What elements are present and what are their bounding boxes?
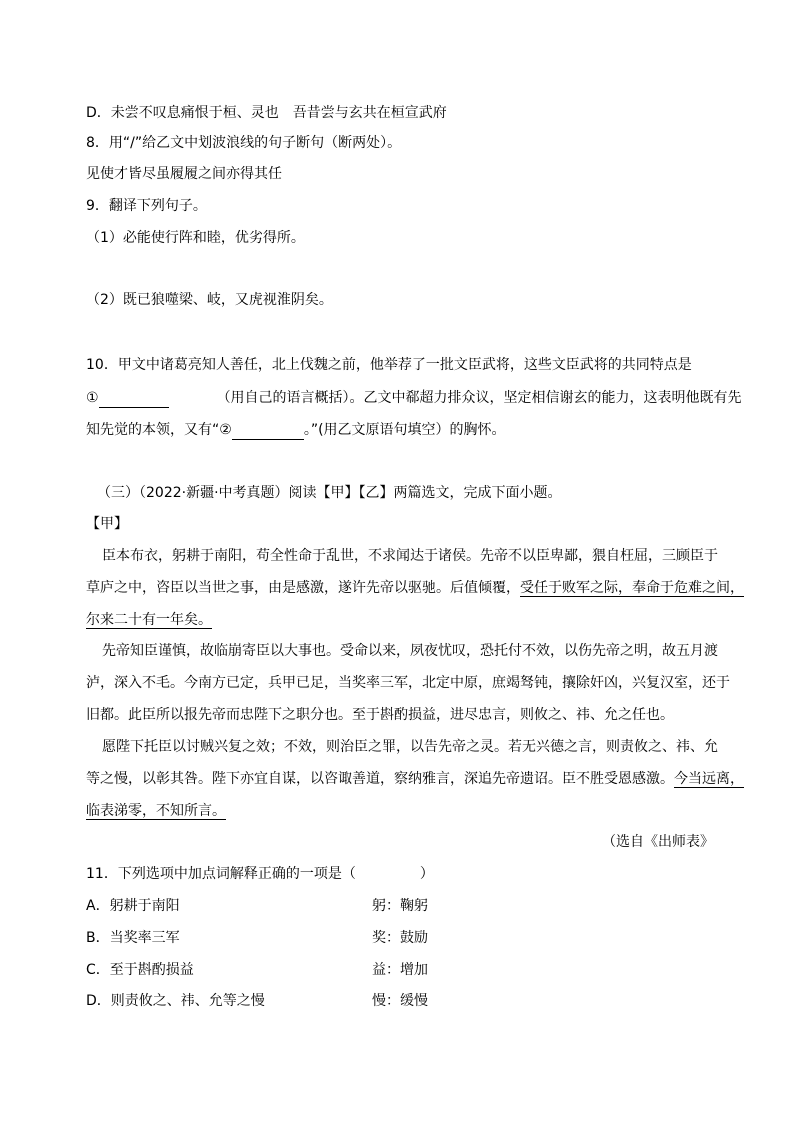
option-gloss: 慢：缓慢 bbox=[372, 993, 428, 1009]
p3-line-2-text: 等之慢，以彰其咎。陛下亦宜自谋，以咨诹善道，察纳雅言，深追先帝遗诏。臣不胜受恩感激。 bbox=[86, 771, 674, 787]
option-gloss: 益：增加 bbox=[372, 962, 428, 978]
q10-mark-1: ① bbox=[86, 390, 99, 406]
q11-prompt: 11．下列选项中加点词解释正确的一项是（ bbox=[86, 866, 356, 882]
q10-mark-2: ② bbox=[219, 422, 232, 438]
option-text: A．躬耕于南阳 bbox=[86, 898, 180, 914]
p3-line-1: 愿陛下托臣以讨贼兴复之效；不效，则治臣之罪，以告先帝之灵。若无兴德之言，则责攸之、祎、允 bbox=[102, 739, 718, 755]
p3-underlined-sentence: 今当远离， bbox=[674, 771, 744, 787]
p2-line-2: 泸，深入不毛。今南方已定，兵甲已足，当奖率三军，北定中原，庶竭驽钝，攘除奸凶，兴复汉室，还于 bbox=[86, 675, 730, 691]
p1-line-3 bbox=[86, 610, 212, 630]
q8-sentence: 见使才皆尽虽履履之间亦得其任 bbox=[86, 166, 282, 182]
option-text: B．当奖率三军 bbox=[86, 930, 180, 946]
p1-underlined-end: 尔来二十有一年矣。 bbox=[86, 612, 212, 628]
q10-blank-2[interactable] bbox=[232, 424, 304, 440]
q10-line-3 bbox=[86, 420, 506, 440]
q11-option-a[interactable] bbox=[86, 896, 686, 916]
source-citation: （选自《出师表》 bbox=[602, 834, 714, 850]
option-text: D．则责攸之、祎、允等之慢 bbox=[86, 993, 265, 1009]
q8-prompt: 8．用“/”给乙文中划波浪线的句子断句（断两处）。 bbox=[86, 135, 402, 151]
p2-line-3: 旧都。此臣所以报先帝而忠陛下之职分也。至于斟酌损益，进尽忠言，则攸之、祎、允之任也。 bbox=[86, 707, 674, 723]
p3-underlined-end: 临表涕零，不知所言。 bbox=[86, 803, 226, 819]
p3-line-3 bbox=[86, 801, 226, 821]
p3-line-2 bbox=[86, 769, 744, 789]
option-gloss: 躬：鞠躬 bbox=[372, 898, 428, 914]
p1-line-1: 臣本布衣，躬耕于南阳，苟全性命于乱世，不求闻达于诸侯。先帝不以臣卑鄙，猥自枉屈，三顾臣于 bbox=[102, 548, 718, 564]
option-text: C．至于斟酌损益 bbox=[86, 962, 194, 978]
q9-sentence-1: （1）必能使行阵和睦，优劣得所。 bbox=[86, 230, 305, 246]
q10-blank-1[interactable] bbox=[99, 392, 169, 408]
jia-label: 【甲】 bbox=[86, 516, 128, 532]
q10-line-1: 10．甲文中诸葛亮知人善任，北上伐魏之前，他举荐了一批文臣武将，这些文臣武将的共同特点是 bbox=[86, 357, 692, 373]
q10-pre-2: 知先觉的本领，又有“ bbox=[86, 422, 220, 438]
q11-option-c[interactable] bbox=[86, 960, 686, 980]
p1-line-2-text: 草庐之中，咨臣以当世之事，由是感激，遂许先帝以驱驰。后值倾覆， bbox=[86, 580, 520, 596]
p2-line-1: 先帝知臣谨慎，故临崩寄臣以大事也。受命以来，夙夜忧叹，恐托付不效，以伤先帝之明，故五月渡 bbox=[102, 643, 718, 659]
q10-post-2: 。”(用乙文原语句填空）的胸怀。 bbox=[303, 422, 506, 438]
q9-sentence-2: （2）既已狼噬梁、岐，又虎视淮阴矣。 bbox=[86, 292, 333, 308]
q10-mid-text: （用自己的语言概括）。乙文中郗超力排众议，坚定相信谢玄的能力，这表明他既有先 bbox=[216, 390, 742, 406]
option-gloss: 奖：鼓励 bbox=[372, 930, 428, 946]
section3-heading: （三）（2022·新疆·中考真题）阅读【甲】【乙】两篇选文，完成下面小题。 bbox=[97, 485, 562, 501]
p1-line-2 bbox=[86, 578, 744, 598]
q11-option-d[interactable] bbox=[86, 991, 686, 1011]
q9-prompt: 9．翻译下列句子。 bbox=[86, 198, 207, 214]
q11-option-b[interactable] bbox=[86, 928, 686, 948]
q7-option-d: D．未尝不叹息痛恨于桓、灵也 吾昔尝与玄共在桓宣武府 bbox=[86, 105, 447, 121]
q11-close-paren: ） bbox=[419, 866, 434, 882]
p1-underlined-sentence: 受任于败军之际，奉命于危难之间， bbox=[520, 580, 744, 596]
q11-prompt-line bbox=[86, 864, 434, 884]
q10-line-2 bbox=[86, 388, 742, 408]
